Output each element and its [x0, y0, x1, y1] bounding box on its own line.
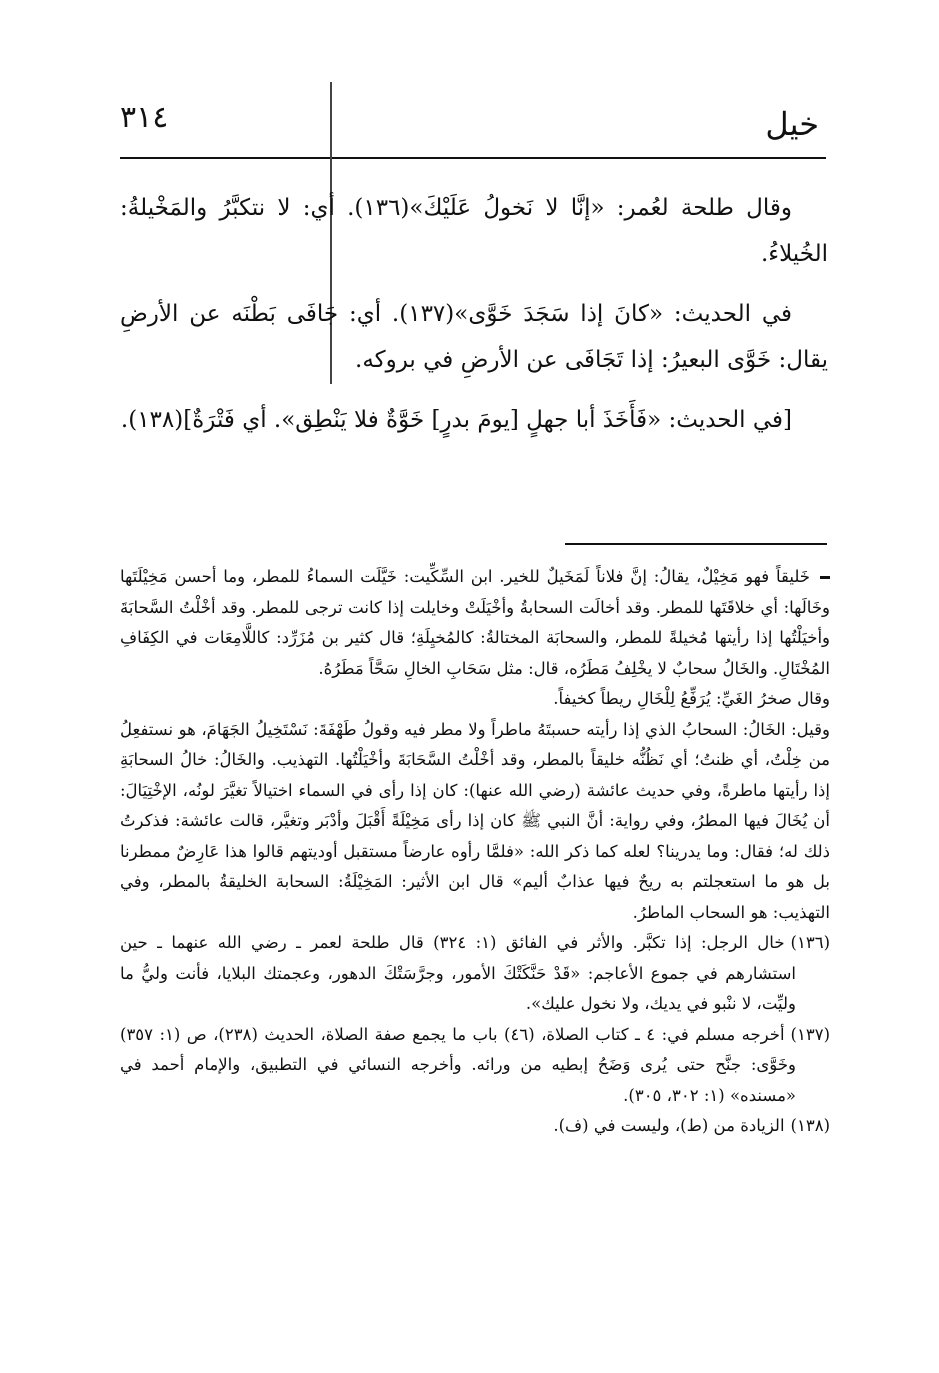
continuation-mark: [820, 576, 830, 579]
main-paragraph: وقال طلحة لعُمر: «إنَّا لا نَخولُ عَلَيْكَ»(١٣٦). أي: لا نتكبَّرُ والمَخْيلةُ: الخُيلاءُ.: [120, 195, 828, 267]
footnote-text: خال الرجل: إذا تكبَّر. والأثر في الفائق (١: ٣٢٤) قال طلحة لعمر ـ رضي الله عنهما ـ حين استشارهم في جموع الأعاجم: «قَدْ حَنَّكَتْكَ الأمور، وجرَّسَتْكَ الدهور، وعجمتك البلايا، فأنت وليُّ ما وليِّت، لا ننْبو في يديك، ولا نخول عليك».: [120, 933, 796, 1013]
footnote-continuation-text: خَليقاً فهو مَخِيْلٌ، يقالُ: إنَّ فلاناً لَمَخَيلٌ للخير. ابن السِّكِّيت: خَيَّلَت السماءُ للمطر، وما أحسن مَخِيْلَتَها وخَالَها: أي خلاقَتَها للمطر. وقد أخالَت السحابةُ وأخْيَلَتْ وخايلت إذا كانت ترجى للمطر. وقد أخْلْتُ السَّحابَةَ وأخيَلْتُها إذا رأيتها مُخيلةً للمطر، والسحابَة المختالةُ: كالمُخيِلَةِ؛ قال كثير بن مُزَرِّد: كاللَّامِعَات في الكِفَافِ المُخْتَالِ. والخَالُ سحابٌ لا يخْلِفُ مَطَرُه، قال: مثل سَحَابِ الخالِ سَحَّاً مَطَرُهُ.: [120, 567, 830, 678]
footnote-137: [120, 1020, 830, 1112]
footnote-text: أخرجه مسلم في: ٤ ـ كتاب الصلاة، (٤٦) باب ما يجمع صفة الصلاة، الحديث (٢٣٨)، ص (١: ٣٥٧) وخَوَّى: جنَّح حتى يُرى وَضَحُ إبطيه من ورائه. وأخرجه النسائي في التطبيق، والإمام أحمد في «مسنده» (١: ٣٠٢، ٣٠٥).: [120, 1024, 796, 1105]
footnote-number: (١٣٨): [790, 1116, 830, 1135]
footnote-number: (١٣٧): [790, 1024, 831, 1044]
header-rule: [120, 157, 826, 159]
footnote-number: (١٣٦): [790, 933, 830, 952]
main-text: [120, 185, 828, 457]
footnote-continuation: وقيل: الخَالُ: السحابُ الذي إذا رأيته حسبتَهُ ماطراً ولا مطر فيه وقولُ طَهْفَةَ: نَسْتَخِيلُ الجَهَامَ، هو نستفعِلُ من خِلْتُ، أي ظنتُ؛ أي نَظُنُّه خليقاً بالمطر، وقد أخْلْتُ السَّحَابَةَ وأخْيَلْتُها. التهذيب. والخَالُ: خالُ السحابَةِ إذا رأيتها ماطرةً، وفي حديث عائشة (رضي الله عنها): كان إذا رأى في السماء اختيالاً تغيَّرَ لونُه، الإخْتِيَالَ: أن يُخَالَ فيها المطرُ، وفي رواية: أنَّ النبي ﷺ كان إذا رأى مَخِيْلَةً أَقْبَلَ وأدْبَر وتغيَّر، قالت عائشة: فذكرتُ ذلك له؛ فقال: وما يدرينا؟ لعله كما ذكر الله: «فلمَّا رأوه عارضاً مستقبل أوديتهم قالوا هذا عَارِضٌ ممطرنا بل هو ما استعجلتم به ريحٌ فيها عذابٌ أليم» قال ابن الأثير: المَخِيْلَةُ: السحابة الخليقةُ بالمطر، وفي التهذيب: هو السحاب الماطرُ.: [120, 719, 830, 922]
footnote-136: [120, 928, 830, 1020]
footnote-138: [120, 1111, 830, 1142]
footnote-continuation: وقال صخرُ الغَيِّ: يُرَفِّعُ لِلْخَالِ ريطاً كخيفاً.: [553, 689, 830, 708]
page-number: ٣١٤: [120, 100, 169, 135]
footnote-continuation: [120, 562, 830, 684]
footnote-separator: [565, 543, 827, 545]
main-paragraph: في الحديث: «كانَ إذا سَجَدَ خَوَّى»(١٣٧). أي: جَافَى بَطْنَه عن الأرضِ يقال: خَوَّى البعيرُ: إذا تَجَافَى عن الأرضِ في بروكه.: [120, 301, 828, 373]
running-head: خيل: [765, 105, 819, 143]
main-paragraph: [في الحديث: «فَأَخَذَ أبا جهلٍ [يومَ بدرٍ] خَوَّةٌ فلا يَنْطِق». أي فَتْرَةٌ](١٣٨).: [120, 407, 792, 433]
footnotes: [120, 562, 830, 1142]
footnote-text: الزيادة من (ط)، وليست في (ف).: [553, 1116, 785, 1135]
